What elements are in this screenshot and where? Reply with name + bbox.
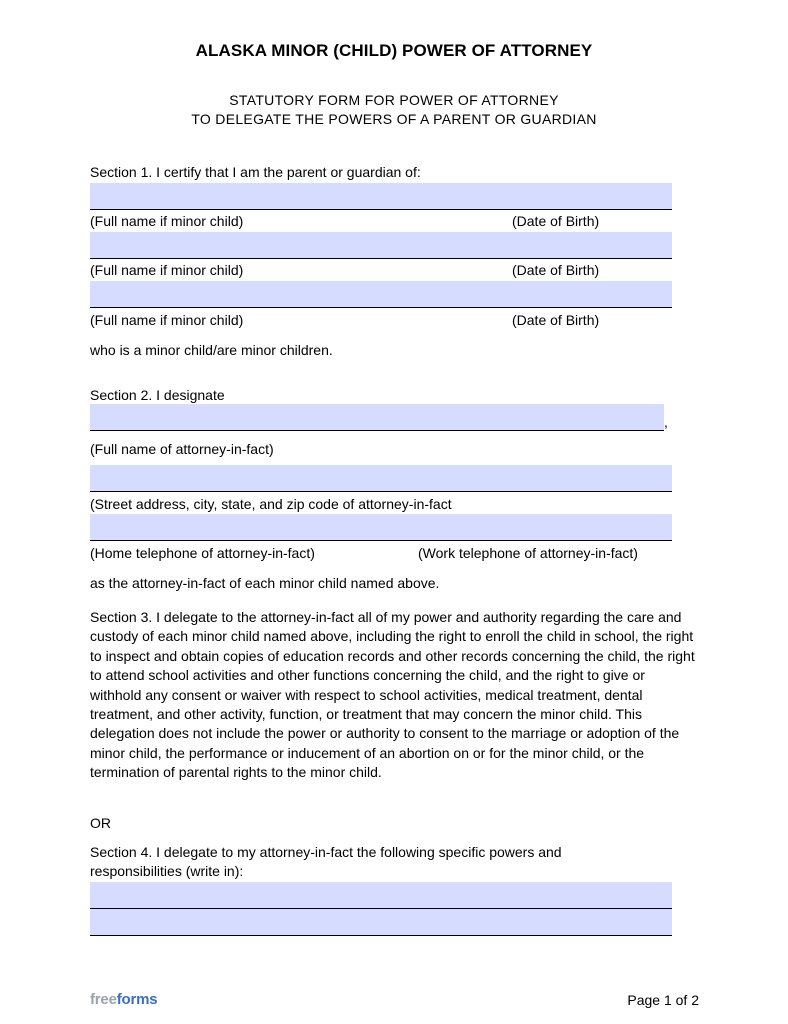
- home-phone-label: (Home telephone of attorney-in-fact): [90, 545, 315, 561]
- child2-name-label: (Full name if minor child): [90, 262, 244, 278]
- child2-dob-label: (Date of Birth): [512, 262, 600, 278]
- attorney-phone-field[interactable]: [90, 514, 672, 541]
- page-number: Page 1 of 2: [627, 992, 699, 1008]
- attorney-address-label: (Street address, city, state, and zip code of attorney-in-fact: [90, 496, 452, 512]
- work-phone-label: (Work telephone of attorney-in-fact): [418, 545, 638, 561]
- attorney-name-comma: ,: [664, 414, 668, 430]
- logo-free-text: free: [90, 991, 117, 1008]
- child1-name-label: (Full name if minor child): [90, 213, 244, 229]
- section4-text: Section 4. I delegate to my attorney-in-fact the following specific powers and responsibilities (write in):: [90, 844, 562, 880]
- powers-writein-line1[interactable]: [90, 882, 672, 909]
- freeforms-logo: [90, 991, 157, 1008]
- logo-forms-text: forms: [116, 991, 158, 1008]
- section1-closing: who is a minor child/are minor children.: [90, 342, 333, 358]
- child3-name-field[interactable]: [90, 281, 672, 308]
- document-subtitle-line1: STATUTORY FORM FOR POWER OF ATTORNEY: [229, 92, 559, 108]
- attorney-address-field[interactable]: [90, 465, 672, 492]
- section2-closing: as the attorney-in-fact of each minor child named above.: [90, 575, 440, 591]
- attorney-name-field[interactable]: [90, 404, 664, 431]
- powers-writein-line2[interactable]: [90, 909, 672, 936]
- document-subtitle-line2: TO DELEGATE THE POWERS OF A PARENT OR GUARDIAN: [191, 111, 597, 127]
- child2-name-field[interactable]: [90, 232, 672, 259]
- or-separator: OR: [90, 815, 111, 831]
- child1-dob-label: (Date of Birth): [512, 213, 600, 229]
- section3-text: Section 3. I delegate to the attorney-in-fact all of my power and authority regarding the care and custody of each minor child named above, including the right to enroll the child in school, the right to inspect and obtain copies of education records and other records concerning the child, the right to attend school activities and other functions concerning the child, and the right to give or withhold any consent or waiver with respect to school activities, medical treatment, dental treatment, and other activity, function, or treatment that may concern the minor child. This delegation does not include the power or authority to consent to the marriage or adoption of the minor child, the performance or inducement of an abortion on or for the minor child, or the termination of parental rights to the minor child.: [90, 609, 695, 781]
- section2-intro: Section 2. I designate: [90, 387, 225, 403]
- child1-name-field[interactable]: [90, 183, 672, 210]
- document-title: ALASKA MINOR (CHILD) POWER OF ATTORNEY: [195, 41, 593, 60]
- attorney-name-label: (Full name of attorney-in-fact): [90, 441, 274, 457]
- child3-dob-label: (Date of Birth): [512, 312, 600, 328]
- section1-intro: Section 1. I certify that I am the parent or guardian of:: [90, 164, 421, 180]
- child3-name-label: (Full name if minor child): [90, 312, 244, 328]
